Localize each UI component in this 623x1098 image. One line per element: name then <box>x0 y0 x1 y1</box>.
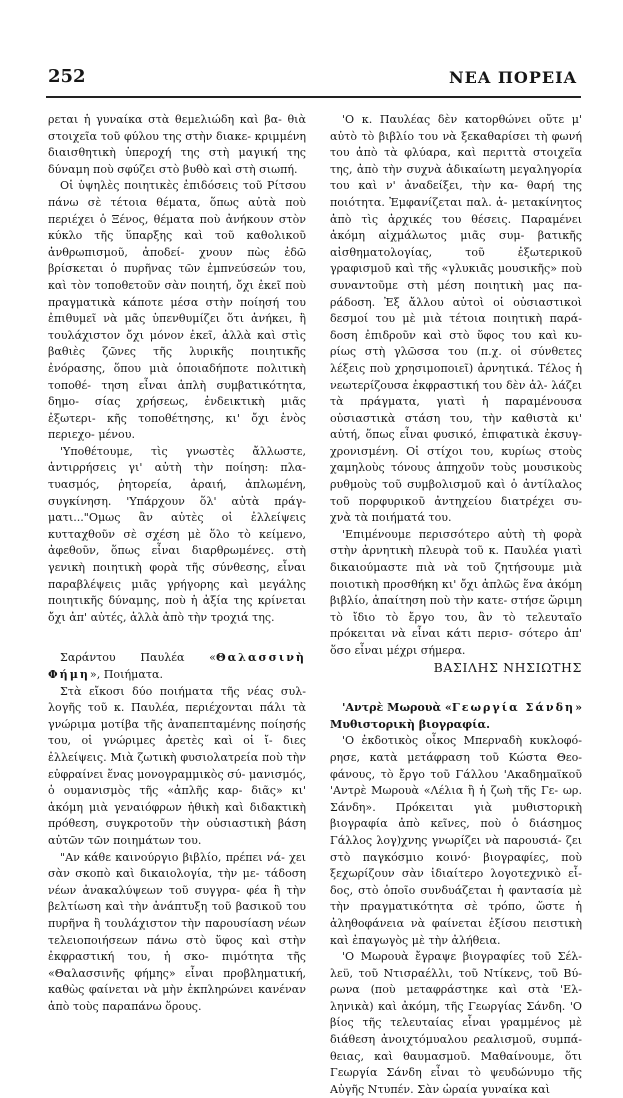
paragraph: 'Υποθέτουμε, τὶς γνωστὲς ἄλλωστε, ἀντιρρήσεις γι' αὐτὴ τὴν ποίηση: πλα- τυασμός, ῥητορεία, ἀραιή, ἀπλωμένη, συγκίνηση. 'Υπάρχουν ὅλ' αὐτὰ πράγ- ματι..."Ομως ἂν αὐτὲς οἱ ἐλλείψεις κυτταχθοῦν σὲ σχέση μὲ ὅλο τὸ κείμενο, ἀφεθοῦν, ὅπως εἶναι διαρθρωμένες. στὴ γενικὴ ποιητικὴ φορὰ τῆς σύνθεσης, εἶναι παραβλέψεις μιᾶς γρήγορης καὶ μεγάλης ποιητικῆς δύναμης, ποὺ ἡ ἀξία της κρίνεται ὄχι ἀπ' αὐτές, ἀλλὰ ἀπὸ τὴν τροχιά της. <box>48 444 306 624</box>
left-column <box>48 112 306 1015</box>
review-genre: » Μυθιστορικὴ βιογραφία. <box>330 701 582 731</box>
review-heading <box>48 650 306 683</box>
paragraph: 'Ο Μωρουὰ ἔγραψε βιογραφίες τοῦ Σέλ- λεϋ, τοῦ Ντισραέλλι, τοῦ Ντίκενς, τοῦ Βύ- ρωνα (ποὺ μεταφράστηκε καὶ στὰ 'Ελ- ληνικὰ) καὶ ἀκόμη, τῆς Γεωργίας Σάνδη. 'Ο βίος τῆς τελευταίας εἶναι γραμμένος μὲ διάθεση ἀνοιχτόμυαλου ρεαλισμοῦ, συμπά- θειας, καὶ θαυμασμοῦ. Μαθαίνουμε, ὅτι Γεωργία Σάνδη εἶναι τὸ ψευδώνυμο τῆς Αὐγῆς Ντυπέν. Σὰν ὡραία γυναίκα καὶ <box>330 950 582 1096</box>
review-heading <box>330 700 582 733</box>
review-genre: », Ποιήματα. <box>89 668 163 681</box>
paragraph: Οἱ ὑψηλὲς ποιητικὲς ἐπιδόσεις τοῦ Ρίτσου πάνω σὲ τέτοια θέματα, ὅπως αὐτὰ ποὺ περιέχει ὁ Ξένος, θέματα ποὺ ἀνήκουν στὸν κύκλο τῆς ὕπαρξης καὶ τοῦ καθολικοῦ ἀνθρωπισμοῦ, ἀποδεί- χνουν πὼς ἐδῶ βρίσκεται ὁ πυρῆνας τῶν ἐμπνεύσεών του, καὶ τὸν τοποθετοῦν σὰν ποιητή, ὄχι ἐκεῖ ποὺ πραγματικὰ κάποτε μέσα στὴν ποίησή του ἐπιθυμεῖ νὰ μᾶς ὑπενθυμίζει ὅτι ἀνήκει, ἢ τουλάχιστον ὄχι μόνον ἐκεῖ, ἀλλὰ καὶ στὶς βαθιὲς ζῶνες τῆς λυρικῆς ποιητικῆς ἐνόρασης, ὅπου μιὰ ὁποιαδήποτε πολιτικὴ τοποθέ- τηση εἶναι ἁπλὴ συμβατικότητα, δημο- σίας χρήσεως, ἐνδεικτικὴ μιᾶς ἐξωτερι- κῆς τοποθέτησης, κι' ὄχι ἑνὸς περιεχο- μένου. <box>48 179 306 442</box>
review-title: Γεωργία Σάνδη <box>451 701 576 715</box>
running-head: ΝΕΑ ΠΟΡΕΙΑ <box>449 68 577 87</box>
review-title: Θαλασσινὴ Φήμη <box>48 651 306 681</box>
review-author: 'Αντρὲ Μωρουὰ « <box>342 701 452 715</box>
header-rule <box>46 96 581 98</box>
paragraph: 'Ο κ. Παυλέας δὲν κατορθώνει οὔτε μ' αὐτὸ τὸ βιβλίο του νὰ ξεκαθαρίσει τὴ φωνή του ἀπὸ τὰ φλύαρα, καὶ περιττὰ στοιχεῖα της, ἀπὸ τὴν συχνὰ ἀδικαίωτη μεγαληγορία του καὶ ν' ἀναδείξει, τὴν κα- θαρή της ποιότητα. Ἐμφανίζεται παλ. ἀ- μετακίνητος ἀπὸ τὶς ἀρχικές του θέσεις. Παραμένει ἀκόμη αἰχμάλωτος μιᾶς συμ- βατικῆς αἰσθηματολογίας, τοῦ ἐξωτερικοῦ γραφισμοῦ καὶ τῆς «γλυκιᾶς μουσικῆς» ποὺ συναντοῦμε στὴ μέση ποιητικὴ μας πα- ράδοση. Ἐξ ἄλλου αὐτοὶ οἱ οὐσιαστικοὶ δεσμοί του μὲ μιὰ τέτοια ποιητικὴ παρά- δοση ἐπιδροῦν καὶ στὸ ὕφος του καὶ κυ- ρίως στὴ γλῶσσα του (π.χ. οἱ σύνθετες λέξεις ποὺ χρησιμοποιεῖ) ἀρνητικά. Τέλος ἡ νεωτερίζουσα ἐκφραστική του δὲν ἀλ- λάζει τὰ πράγματα, γιατὶ ἡ παραμένουσα οὐσιαστικὰ στάση του, τὴν καθιστὰ κι' αὐτή, ὅπως εἶναι φυσικό, ἐπιφατικὰ ἐκσυγ- χρονισμένη. Οἱ στίχοι του, κυρίως στοὺς χαμηλοὺς τόνους ἀπηχοῦν τοὺς μουσικοὺς ρυθμοὺς τοῦ συμβολισμοῦ καὶ ὁ ἀντίλαλος τοῦ πορφυρικοῦ ἀντηχείου διατρέχει συ- χνὰ τὰ ποιήματά του. <box>330 113 582 525</box>
paragraph: 'Επιμένουμε περισσότερο αὐτὴ τὴ φορὰ στὴν ἀρνητικὴ πλευρὰ τοῦ κ. Παυλέα γιατὶ δικαιούμαστε πιὰ νὰ τοῦ ζητήσουμε μιὰ ποιοτικὴ προσθήκη κι' ὄχι ἁπλῶς ἕνα ἀκόμη βιβλίο, ἀπαίτηση ποὺ τὴν κατε- στήσε ὥριμη τὸ ἴδιο τὸ ἔργο του, ἂν τὸ τελευταῖο πρόκειται νὰ εἶναι κάτι περισ- σότερο ἀπ' ὅσο εἶναι μέχρι σήμερα. <box>330 527 582 657</box>
page-number: 252 <box>48 66 86 87</box>
review-signature: ΒΑΣΙΛΗΣ ΝΗΣΙΩΤΗΣ <box>433 659 582 675</box>
paragraph: "Αν κάθε καινούργιο βιβλίο, πρέπει νά- χει σὰν σκοπὸ καὶ δικαιολογία, τὴν με- τάδοση νέων ἀνακαλύψεων τοῦ συγγρα- φέα ἢ τὴν βελτίωση καὶ τὴν ἀνάπτυξη τοῦ βασικοῦ του πυρῆνα ἢ τουλάχιστον τὴν παρουσίαση νέων τελειοποιήσεων πάνω στὸ ὕφος καὶ στὴν ἐκφραστική του, ἡ σκο- πιμότητα τῆς «Θαλασσινῆς φήμης» εἶναι προβληματική, καθὼς φαίνεται νὰ μὴν ἐκπληρώνει κανέναν ἀπὸ τοὺς παραπάνω ὅρους. <box>48 850 306 1013</box>
paragraph: Στὰ εἴκοσι δύο ποιήματα τῆς νέας συλ- λογῆς τοῦ κ. Παυλέα, περιέχονται πάλι τὰ γνώριμα μοτίβα τῆς ἀναπεπταμένης ποίησής του, οἱ γνώριμες ἀρετὲς καὶ οἱ ἴ- διες ἐλλείψεις. Μιὰ ζωτικὴ φυσιολατρεία ποὺ τὴν εὐφραίνει ἕνας μονογραμμικὸς σύ- μανισμός, ὁ ουμανισμὸς τῆς «ἁπλῆς καρ- διᾶς» κι' ἀκόμη μιὰ γεναιόφρων ἠθικὴ καὶ διδακτικὴ πρόθεση, συγκροτοῦν τὴν οὐσιαστικὴ βάση αὐτῶν τῶν ποιημάτων του. <box>48 684 306 847</box>
paragraph: ρεται ἡ γυναίκα στὰ θεμελιώδη καὶ βα- θιὰ στοιχεῖα τοῦ φύλου της στὴν διακε- κριμμένη διαισθητικὴ ὑπεροχή της στὴ μαγική της δύναμη ποὺ σφύζει στὸ βυθὸ καὶ στὴ σιωπή. <box>48 113 306 176</box>
review-author: Σαράντου Παυλέα « <box>60 651 216 665</box>
right-column <box>330 112 582 1098</box>
paragraph: 'Ο ἐκδοτικὸς οἶκος Μπερναδὴ κυκλοφό- ρησε, κατὰ μετάφραση τοῦ Κώστα Θεο- φάνους, τὸ ἔργο τοῦ Γάλλου 'Ακαδημαϊκοῦ 'Αντρὲ Μωρουὰ «Λέλια ἢ ἡ ζωὴ τῆς Γε- ωρ. Σάνδη». Πρόκειται γιὰ μυθιστορικὴ βιογραφία ἀπὸ κεῖνες, ποὺ ὁ διάσημος Γάλλος λογ)χνης γνωρίζει νὰ παρουσιά- ζει στὸ παγκόσμιο κοινό· βιογραφίες, ποὺ ξεχωρίζουν σὰν ἰδιαίτερο λογοτεχνικὸ εἶ- δος, στὸ ὁποῖο συνδυάζεται ἡ φαντασία μὲ τὴν πραγματικότητα σὲ τρόπο, ὥστε ἡ ἀληθοφάνεια νὰ φαίνεται ἐξίσου πειστικὴ καὶ ἐπαγωγὸς μὲ τὴν ἀλήθεια. <box>330 734 582 947</box>
